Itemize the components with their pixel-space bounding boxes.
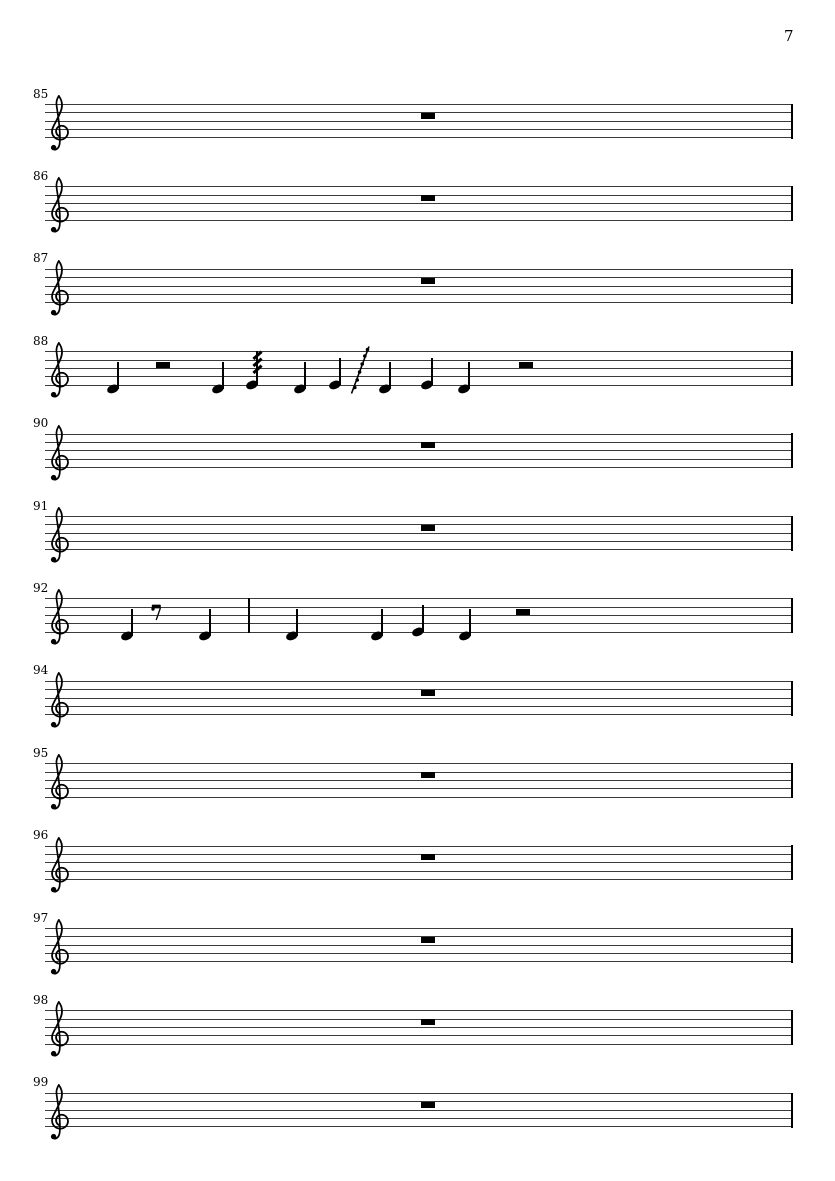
staff-line bbox=[45, 516, 793, 517]
staff-line bbox=[45, 780, 793, 781]
staff-line bbox=[45, 104, 793, 105]
treble-clef bbox=[44, 998, 70, 1059]
staff-line bbox=[45, 846, 793, 847]
gliss-dot bbox=[366, 348, 370, 352]
final-barline bbox=[791, 433, 793, 468]
final-barline bbox=[791, 104, 793, 139]
staff-line bbox=[45, 294, 793, 295]
staff-line bbox=[45, 714, 793, 715]
eighth-rest-glyph bbox=[151, 603, 163, 621]
staff-line bbox=[45, 450, 793, 451]
gliss-dot bbox=[363, 354, 367, 358]
staff-line bbox=[45, 360, 793, 361]
staff-line bbox=[45, 524, 793, 525]
measure-number: 85 bbox=[33, 86, 49, 101]
treble-clef bbox=[44, 751, 70, 812]
clef-bullet bbox=[51, 722, 56, 727]
gliss-run bbox=[348, 344, 372, 396]
clef-bullet bbox=[51, 474, 56, 479]
whole-measure-rest bbox=[421, 854, 435, 860]
staff-line bbox=[45, 1027, 793, 1028]
staff-line bbox=[45, 698, 793, 699]
staff-line bbox=[45, 1035, 793, 1036]
staff-line bbox=[45, 763, 793, 764]
treble-clef-glyph bbox=[44, 339, 70, 400]
whole-measure-rest bbox=[421, 195, 435, 201]
staff-line bbox=[45, 953, 793, 954]
whole-measure-rest bbox=[421, 772, 435, 778]
measure-number: 98 bbox=[33, 992, 49, 1007]
staff-line bbox=[45, 936, 793, 937]
treble-clef bbox=[44, 174, 70, 235]
staff-line bbox=[45, 797, 793, 798]
whole-measure-rest bbox=[421, 525, 435, 531]
staff-line bbox=[45, 137, 793, 138]
clef-bullet bbox=[51, 804, 56, 809]
staff-line bbox=[45, 434, 793, 435]
staff-line bbox=[45, 442, 793, 443]
clef-bullet bbox=[51, 145, 56, 150]
staff-line bbox=[45, 211, 793, 212]
treble-clef-glyph bbox=[44, 834, 70, 895]
measure-number: 94 bbox=[33, 663, 49, 678]
treble-clef bbox=[44, 916, 70, 977]
treble-clef-glyph bbox=[44, 751, 70, 812]
staff-line bbox=[45, 121, 793, 122]
staff-line bbox=[45, 623, 793, 624]
measure-number: 95 bbox=[33, 745, 49, 760]
final-barline bbox=[791, 186, 793, 221]
whole-measure-rest bbox=[421, 113, 435, 119]
measure-number: 86 bbox=[33, 168, 49, 183]
treble-clef-glyph bbox=[44, 504, 70, 565]
whole-measure-rest bbox=[421, 442, 435, 448]
gliss-run-glyph bbox=[348, 344, 372, 396]
staff-line bbox=[45, 772, 793, 773]
staff-line bbox=[45, 368, 793, 369]
measure-number: 88 bbox=[33, 333, 49, 348]
half-rest bbox=[516, 609, 529, 615]
final-barline bbox=[791, 351, 793, 386]
clef-bullet bbox=[51, 392, 56, 397]
treble-clef bbox=[44, 257, 70, 318]
clef-bullet bbox=[51, 557, 56, 562]
rest-stem bbox=[156, 608, 160, 620]
staff-line bbox=[45, 862, 793, 863]
rest-bar bbox=[152, 604, 161, 608]
staff-line bbox=[45, 1126, 793, 1127]
whole-measure-rest bbox=[421, 1019, 435, 1025]
whole-measure-rest bbox=[421, 690, 435, 696]
staff-line bbox=[45, 788, 793, 789]
gliss-dot bbox=[360, 362, 364, 366]
measure-number: 90 bbox=[33, 416, 49, 431]
staff-line bbox=[45, 1118, 793, 1119]
staff-line bbox=[45, 467, 793, 468]
treble-clef bbox=[44, 834, 70, 895]
barline bbox=[248, 598, 250, 633]
final-barline bbox=[791, 681, 793, 716]
staff-line bbox=[45, 277, 793, 278]
staff-line bbox=[45, 945, 793, 946]
treble-clef-glyph bbox=[44, 669, 70, 730]
final-barline bbox=[791, 1010, 793, 1045]
clef-bullet bbox=[51, 1134, 56, 1139]
treble-clef bbox=[44, 92, 70, 153]
measure-number: 99 bbox=[33, 1075, 49, 1090]
staff-line bbox=[45, 302, 793, 303]
half-rest bbox=[156, 362, 169, 368]
treble-clef-glyph bbox=[44, 916, 70, 977]
staff-line bbox=[45, 220, 793, 221]
treble-clef-glyph bbox=[44, 257, 70, 318]
treble-clef bbox=[44, 339, 70, 400]
staff-line bbox=[45, 689, 793, 690]
final-barline bbox=[791, 928, 793, 963]
staff-line bbox=[45, 871, 793, 872]
staff-line bbox=[45, 459, 793, 460]
final-barline bbox=[791, 763, 793, 798]
final-barline bbox=[791, 1093, 793, 1128]
staff-line bbox=[45, 195, 793, 196]
staff-line bbox=[45, 376, 793, 377]
clef-bullet bbox=[51, 639, 56, 644]
staff-line bbox=[45, 1019, 793, 1020]
gliss-dot bbox=[358, 370, 362, 374]
whole-measure-rest bbox=[421, 1102, 435, 1108]
gliss-dot bbox=[355, 378, 359, 382]
clef-bullet bbox=[51, 969, 56, 974]
staff-line bbox=[45, 1044, 793, 1045]
staff-line bbox=[45, 385, 793, 386]
staff-line bbox=[45, 961, 793, 962]
treble-clef-glyph bbox=[44, 174, 70, 235]
staff-line bbox=[45, 549, 793, 550]
staff-line bbox=[45, 1093, 793, 1094]
gliss-dot bbox=[353, 386, 357, 390]
treble-clef-glyph bbox=[44, 1081, 70, 1142]
treble-clef-glyph bbox=[44, 92, 70, 153]
staff-line bbox=[45, 186, 793, 187]
staff-line bbox=[45, 928, 793, 929]
staff-line bbox=[45, 1110, 793, 1111]
treble-clef bbox=[44, 1081, 70, 1142]
eighth-rest bbox=[151, 603, 163, 621]
staff-line bbox=[45, 203, 793, 204]
treble-clef-glyph bbox=[44, 586, 70, 647]
treble-clef bbox=[44, 586, 70, 647]
clef-bullet bbox=[51, 1051, 56, 1056]
half-rest bbox=[519, 362, 532, 368]
staff-line bbox=[45, 1101, 793, 1102]
clef-bullet bbox=[51, 310, 56, 315]
staff-line bbox=[45, 129, 793, 130]
treble-clef bbox=[44, 669, 70, 730]
whole-measure-rest bbox=[421, 278, 435, 284]
staff-line bbox=[45, 598, 793, 599]
measure-number: 91 bbox=[33, 498, 49, 513]
treble-clef-glyph bbox=[44, 422, 70, 483]
whole-measure-rest bbox=[421, 937, 435, 943]
staff-line bbox=[45, 541, 793, 542]
measure-number: 92 bbox=[33, 580, 49, 595]
treble-clef bbox=[44, 504, 70, 565]
final-barline bbox=[791, 598, 793, 633]
final-barline bbox=[791, 845, 793, 880]
measure-number: 97 bbox=[33, 910, 49, 925]
measure-number: 87 bbox=[33, 251, 49, 266]
staff-line bbox=[45, 112, 793, 113]
treble-clef-glyph bbox=[44, 998, 70, 1059]
staff-line bbox=[45, 269, 793, 270]
staff-line bbox=[45, 854, 793, 855]
page-number: 7 bbox=[784, 27, 794, 45]
treble-clef bbox=[44, 422, 70, 483]
staff-line bbox=[45, 681, 793, 682]
clef-bullet bbox=[51, 886, 56, 891]
staff-line bbox=[45, 879, 793, 880]
measure-number: 96 bbox=[33, 828, 49, 843]
final-barline bbox=[791, 269, 793, 304]
staff-line bbox=[45, 286, 793, 287]
staff-line bbox=[45, 351, 793, 352]
staff-line bbox=[45, 533, 793, 534]
final-barline bbox=[791, 516, 793, 551]
clef-bullet bbox=[51, 227, 56, 232]
staff-line bbox=[45, 1010, 793, 1011]
staff-line bbox=[45, 706, 793, 707]
